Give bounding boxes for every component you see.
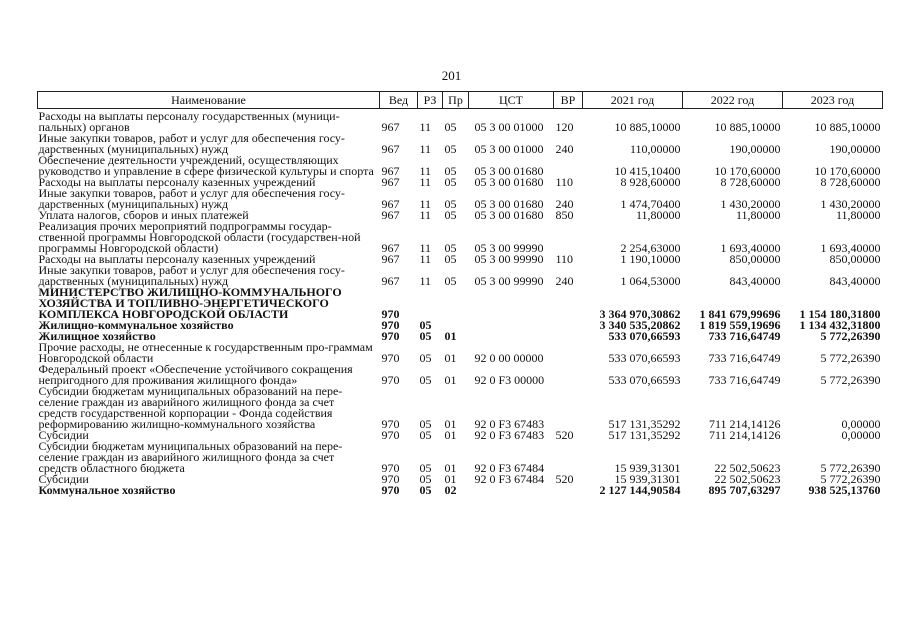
row-vr-cell: [554, 331, 583, 342]
row-ved-cell: 970: [381, 472, 400, 486]
row-rz-cell: 11: [419, 274, 432, 288]
row-name-cell: Уплата налогов, сборов и иных платежей: [38, 208, 249, 222]
table-row: [38, 265, 883, 287]
row-pr-cell: 05: [444, 252, 457, 266]
row-2022-cell: 711 214,14126: [708, 428, 781, 442]
row-vr-cell: 110: [555, 175, 574, 189]
row-name-cell: Жилищно-коммунальное хозяйство: [38, 318, 234, 332]
row-vr-cell: 110: [555, 252, 574, 266]
row-ved-cell: 967: [381, 175, 400, 189]
row-rz-cell: 05: [419, 461, 432, 475]
row-ved-cell: 970: [381, 461, 400, 475]
row-ved-cell: 967: [381, 164, 400, 178]
row-name-cell: Реализация прочих мероприятий подпрограммы государ-ственной программы Новгородской области (государствен-ной программы Новгородской области): [38, 219, 361, 255]
row-name-cell: Субсидии: [38, 428, 89, 442]
row-cst-cell: 05 3 00 99990: [474, 274, 544, 288]
table-row: [38, 342, 883, 364]
row-2022-cell: 1 693,40000: [720, 241, 781, 255]
row-2022-cell: 843,40000: [729, 274, 781, 288]
row-rz-cell: 05: [419, 483, 432, 497]
row-pr-cell: 05: [444, 120, 457, 134]
row-2022-cell: 1 430,20000: [720, 197, 781, 211]
row-pr-cell: 01: [444, 417, 457, 431]
row-rz-cell: [418, 287, 443, 320]
row-2021-cell: 8 928,60000: [620, 175, 681, 189]
row-pr-cell: 05: [444, 208, 457, 222]
row-2022-cell: 1 841 679,99696: [699, 307, 781, 321]
row-2023-cell: 0,00000: [841, 417, 881, 431]
row-vr-cell: 520: [555, 428, 574, 442]
table-row: [38, 485, 883, 496]
row-2023-cell: 5 772,26390: [820, 351, 881, 365]
table-row: [38, 287, 883, 320]
header-vr: ВР: [554, 92, 583, 109]
header-2021: 2021 год: [583, 92, 683, 109]
row-2021-cell: 1 474,70400: [620, 197, 681, 211]
row-2023-cell: 5 772,26390: [820, 329, 881, 343]
row-rz-cell: 11: [419, 197, 432, 211]
row-rz-cell: 11: [419, 120, 432, 134]
table-row: [38, 221, 883, 254]
row-2023-cell: 850,00000: [829, 252, 881, 266]
row-2022-cell: 895 707,63297: [708, 483, 781, 497]
row-2021-cell: 110,00000: [629, 142, 681, 156]
row-2023-cell: 1 430,20000: [820, 197, 881, 211]
row-pr-cell: 01: [444, 329, 457, 343]
row-2021-cell: 2 127 144,90584: [599, 483, 681, 497]
row-2022-cell: 711 214,14126: [708, 417, 781, 431]
row-cst-cell: 05 3 00 01680: [474, 164, 544, 178]
row-cst-cell: [469, 287, 554, 320]
row-vr-cell: 240: [555, 142, 574, 156]
row-cst-cell: 05 3 00 01000: [474, 142, 544, 156]
row-name-cell: Иные закупки товаров, работ и услуг для обеспечения госу-дарственных (муниципальных) нужд: [38, 186, 345, 211]
row-cst-cell: 05 3 00 01000: [474, 120, 544, 134]
row-name-cell: Федеральный проект «Обеспечение устойчивого сокращения непригодного для проживания жилищного фонда»: [38, 362, 353, 387]
row-vr-cell: [554, 485, 583, 496]
row-pr-cell: 05: [444, 142, 457, 156]
row-2023-cell: 938 525,13760: [808, 483, 881, 497]
header-ved: Вед: [380, 92, 418, 109]
row-cst-cell: 05 3 00 01680: [474, 197, 544, 211]
header-2023: 2023 год: [783, 92, 883, 109]
row-cst-cell: 92 0 F3 67484: [474, 461, 545, 475]
row-vr-cell: [554, 342, 583, 364]
row-2023-cell: 5 772,26390: [820, 461, 881, 475]
row-pr-cell: 01: [444, 351, 457, 365]
row-vr-cell: 240: [555, 274, 574, 288]
header-rz: РЗ: [418, 92, 443, 109]
row-ved-cell: 967: [381, 208, 400, 222]
row-ved-cell: 967: [381, 241, 400, 255]
row-2022-cell: 10 885,10000: [714, 120, 781, 134]
row-2023-cell: 1 134 432,31800: [799, 318, 881, 332]
row-rz-cell: 05: [419, 329, 432, 343]
row-ved-cell: 967: [381, 120, 400, 134]
row-name-cell: Обеспечение деятельности учреждений, осуществляющих руководство и управление в сфере физической культуры и спорта: [38, 153, 374, 178]
row-name-cell: Коммунальное хозяйство: [38, 483, 176, 497]
row-ved-cell: 970: [381, 318, 400, 332]
row-name-cell: Расходы на выплаты персоналу казенных учреждений: [38, 252, 316, 266]
row-cst-cell: [469, 485, 554, 496]
row-2022-cell: 10 170,60000: [714, 164, 781, 178]
row-cst-cell: [469, 331, 554, 342]
row-rz-cell: 11: [419, 252, 432, 266]
row-rz-cell: 11: [419, 164, 432, 178]
row-name-cell: Субсидии: [38, 472, 89, 486]
row-cst-cell: 92 0 F3 67483: [474, 417, 545, 431]
row-2021-cell: 15 939,31301: [614, 472, 681, 486]
row-name-cell: Субсидии бюджетам муниципальных образований на пере-селение граждан из аварийного жилищного фонда за счет средств государственной корпорации - Фонда содействия реформированию жилищно-коммунального хозяйства: [38, 384, 343, 431]
row-2023-cell: 11,80000: [835, 208, 881, 222]
row-pr-cell: 05: [444, 175, 457, 189]
row-2021-cell: 3 364 970,30862: [599, 307, 681, 321]
row-vr-cell: [554, 155, 583, 177]
row-name-cell: Расходы на выплаты персоналу казенных учреждений: [38, 175, 316, 189]
row-name-cell: МИНИСТЕРСТВО ЖИЛИЩНО-КОММУНАЛЬНОГО ХОЗЯЙСТВА И ТОПЛИВНО-ЭНЕРГЕТИЧЕСКОГО КОМПЛЕКСА НОВГОРОДСКОЙ ОБЛАСТИ: [38, 285, 342, 321]
row-ved-cell: 967: [381, 142, 400, 156]
row-cst-cell: 92 0 F3 00000: [474, 373, 545, 387]
header-cst: ЦСТ: [469, 92, 554, 109]
row-2022-cell: 1 819 559,19696: [699, 318, 781, 332]
row-cst-cell: 05 3 00 01680: [474, 175, 544, 189]
row-2021-cell: 11,80000: [635, 208, 681, 222]
row-cst-cell: [469, 320, 554, 331]
row-pr-cell: 05: [444, 241, 457, 255]
table-row: [38, 364, 883, 386]
row-cst-cell: 05 3 00 01680: [474, 208, 544, 222]
row-vr-cell: 240: [555, 197, 574, 211]
row-pr-cell: 01: [444, 461, 457, 475]
table-header: [38, 92, 883, 109]
row-ved-cell: 970: [381, 428, 400, 442]
row-2021-cell: 517 131,35292: [608, 417, 681, 431]
row-2021-cell: 2 254,63000: [620, 241, 681, 255]
row-ved-cell: 970: [381, 307, 400, 321]
row-name-cell: Жилищное хозяйство: [38, 329, 156, 343]
table-row: [38, 441, 883, 474]
row-vr-cell: [554, 386, 583, 430]
budget-table: [37, 91, 883, 496]
table-row: [38, 109, 883, 134]
row-vr-cell: [554, 441, 583, 474]
row-cst-cell: 92 0 F3 67483: [474, 428, 545, 442]
row-2021-cell: 3 340 535,20862: [599, 318, 681, 332]
row-2023-cell: 1 693,40000: [820, 241, 881, 255]
row-2021-cell: 10 885,10000: [614, 120, 681, 134]
row-2023-cell: 10 885,10000: [814, 120, 881, 134]
header-pr: Пр: [443, 92, 469, 109]
row-2021-cell: 15 939,31301: [614, 461, 681, 475]
row-2023-cell: 843,40000: [829, 274, 881, 288]
row-vr-cell: 850: [555, 208, 574, 222]
row-2023-cell: 10 170,60000: [814, 164, 881, 178]
row-vr-cell: 520: [555, 472, 574, 486]
row-rz-cell: 11: [419, 208, 432, 222]
row-vr-cell: [554, 320, 583, 331]
row-ved-cell: 970: [381, 351, 400, 365]
row-rz-cell: 05: [419, 428, 432, 442]
row-2021-cell: 533 070,66593: [608, 373, 681, 387]
row-rz-cell: 05: [419, 472, 432, 486]
row-ved-cell: 970: [381, 373, 400, 387]
row-2023-cell: 0,00000: [841, 428, 881, 442]
row-ved-cell: 967: [381, 252, 400, 266]
row-pr-cell: 01: [444, 373, 457, 387]
header-2022: 2022 год: [683, 92, 783, 109]
row-2022-cell: 8 728,60000: [720, 175, 781, 189]
table-row: [38, 188, 883, 210]
row-pr-cell: 05: [444, 164, 457, 178]
row-cst-cell: 05 3 00 99990: [474, 252, 544, 266]
row-name-cell: Субсидии бюджетам муниципальных образований на пере-селение граждан из аварийного жилищного фонда за счет средств областного бюджета: [38, 439, 343, 475]
row-rz-cell: 05: [419, 373, 432, 387]
row-pr-cell: 02: [444, 483, 457, 497]
row-vr-cell: [554, 221, 583, 254]
row-2022-cell: 22 502,50623: [714, 472, 781, 486]
row-rz-cell: 05: [419, 318, 432, 332]
row-ved-cell: 967: [381, 197, 400, 211]
row-2022-cell: 11,80000: [735, 208, 781, 222]
row-rz-cell: 05: [419, 417, 432, 431]
row-rz-cell: 11: [419, 175, 432, 189]
row-2021-cell: 533 070,66593: [608, 329, 681, 343]
row-ved-cell: 970: [381, 329, 400, 343]
row-vr-cell: [554, 287, 583, 320]
row-ved-cell: 970: [381, 417, 400, 431]
row-2021-cell: 1 064,53000: [620, 274, 681, 288]
row-2021-cell: 533 070,66593: [608, 351, 681, 365]
row-name-cell: Прочие расходы, не отнесенные к государственным про-граммам Новгородской области: [38, 340, 373, 365]
row-pr-cell: 05: [444, 197, 457, 211]
row-pr-cell: [443, 287, 469, 320]
row-name-cell: Иные закупки товаров, работ и услуг для обеспечения госу-дарственных (муниципальных) нужд: [38, 263, 345, 288]
row-2023-cell: 5 772,26390: [820, 472, 881, 486]
row-rz-cell: 05: [419, 351, 432, 365]
row-2023-cell: 1 154 180,31800: [799, 307, 881, 321]
table-body: [38, 109, 883, 497]
row-vr-cell: [554, 364, 583, 386]
row-2021-cell: 517 131,35292: [608, 428, 681, 442]
row-pr-cell: 01: [444, 428, 457, 442]
row-name-cell: Иные закупки товаров, работ и услуг для обеспечения госу-дарственных (муниципальных) нужд: [38, 131, 345, 156]
row-2023-cell: 8 728,60000: [820, 175, 881, 189]
table-row: [38, 155, 883, 177]
row-pr-cell: 01: [444, 472, 457, 486]
row-vr-cell: 120: [555, 120, 574, 134]
row-2022-cell: 733 716,64749: [708, 351, 781, 365]
row-2022-cell: 733 716,64749: [708, 373, 781, 387]
row-pr-cell: 05: [444, 274, 457, 288]
row-2022-cell: 190,00000: [729, 142, 781, 156]
row-2021-cell: 10 415,10400: [614, 164, 681, 178]
row-2022-cell: 733 716,64749: [708, 329, 781, 343]
row-cst-cell: 05 3 00 99990: [474, 241, 544, 255]
table-row: [38, 133, 883, 155]
row-cst-cell: 92 0 00 00000: [474, 351, 544, 365]
row-2021-cell: 1 190,10000: [620, 252, 681, 266]
table-row: [38, 386, 883, 430]
row-ved-cell: 967: [381, 274, 400, 288]
row-2023-cell: 190,00000: [829, 142, 881, 156]
header-name: Наименование: [38, 92, 380, 109]
row-2022-cell: 22 502,50623: [714, 461, 781, 475]
page-number: 201: [441, 68, 462, 83]
row-cst-cell: 92 0 F3 67484: [474, 472, 545, 486]
row-2023-cell: 5 772,26390: [820, 373, 881, 387]
row-2022-cell: 850,00000: [729, 252, 781, 266]
row-rz-cell: 11: [419, 142, 432, 156]
row-name-cell: Расходы на выплаты персоналу государственных (муници-пальных) органов: [38, 109, 340, 134]
row-ved-cell: 970: [381, 483, 400, 497]
row-rz-cell: 11: [419, 241, 432, 255]
